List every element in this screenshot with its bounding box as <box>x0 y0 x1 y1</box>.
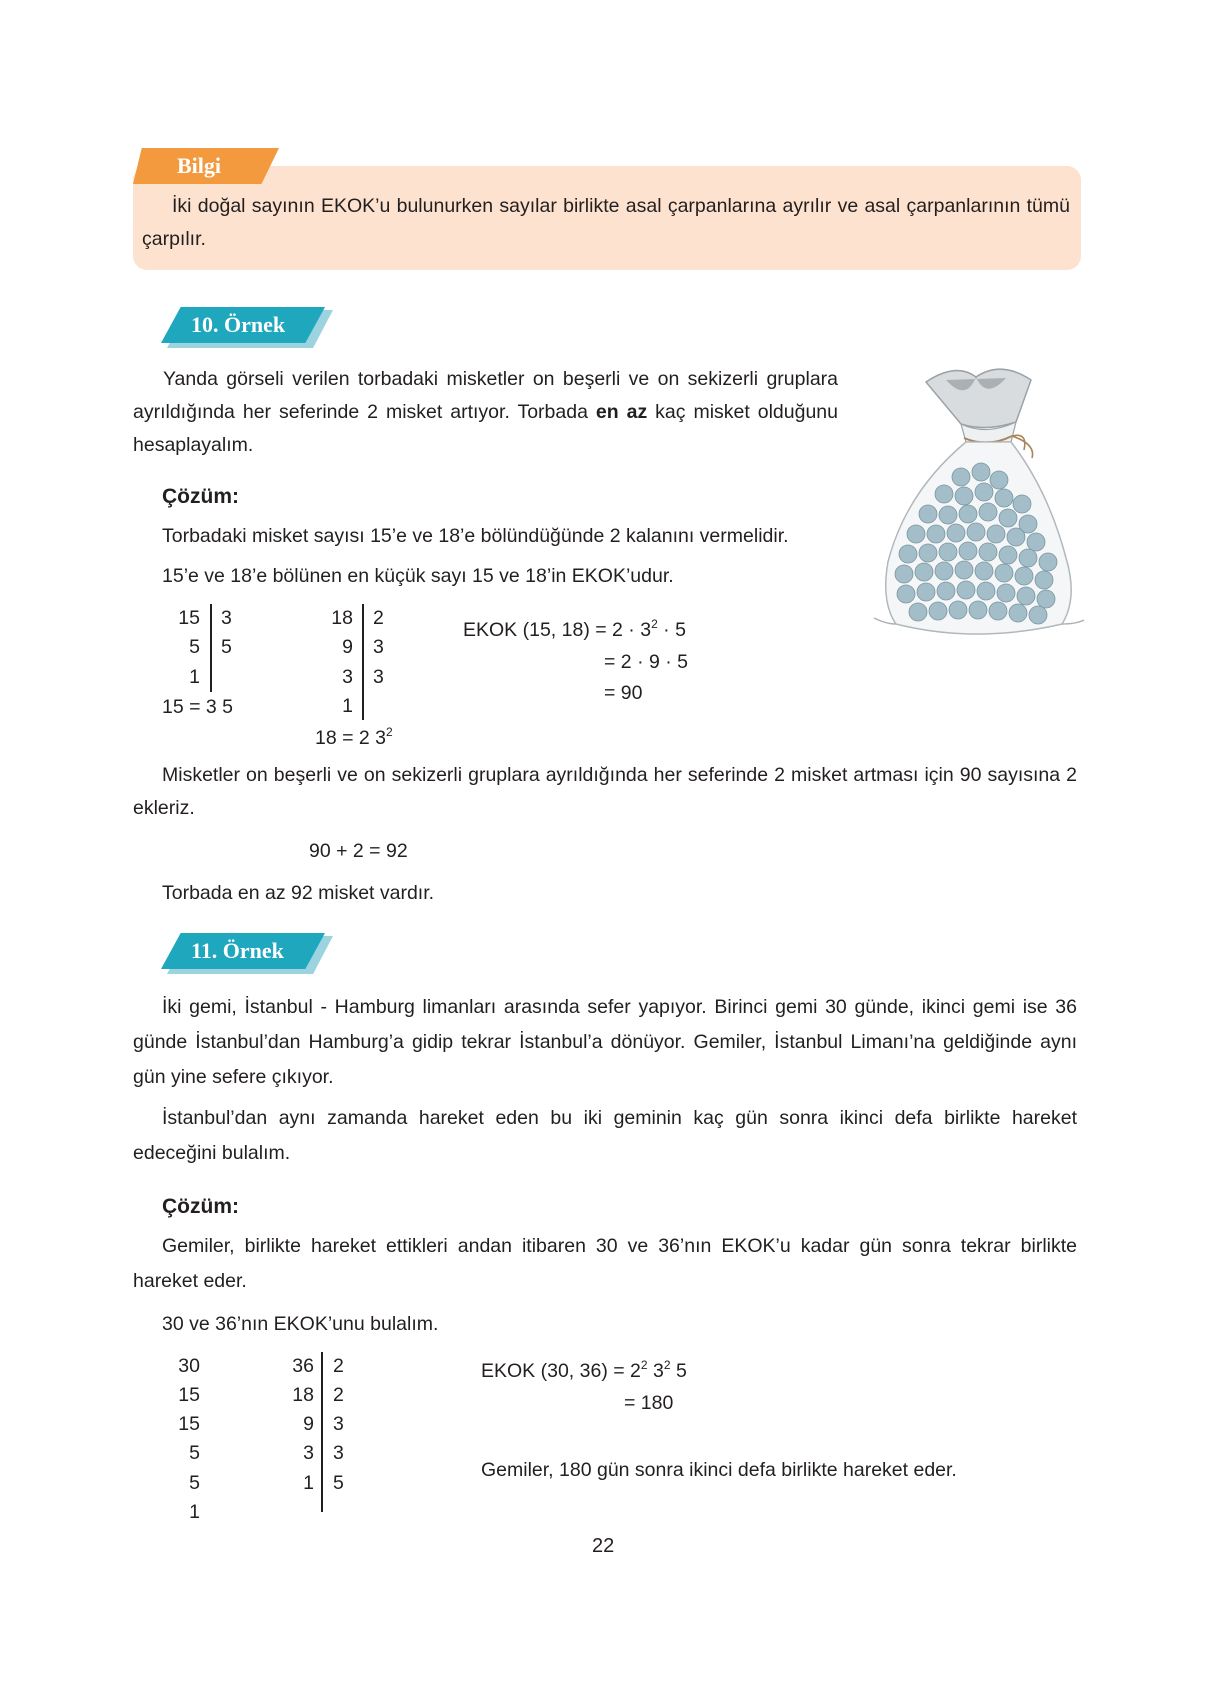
ladder-number: 9 <box>303 1413 314 1435</box>
example-10-solution-line-2: 15’e ve 18’e bölünen en küçük sayı 15 ve 18’in EKOK’udur. <box>162 565 674 587</box>
ladder-number: 15 <box>178 1413 200 1435</box>
ladder-factor: 5 <box>333 1472 344 1494</box>
example-11-tab <box>161 933 331 973</box>
example-11-solution-heading: Çözüm: <box>162 1195 239 1218</box>
ekok-15-18-line-2: = 2 · 9 · 5 <box>604 651 688 673</box>
ladder-number: 5 <box>189 1472 200 1494</box>
ladder-number: 1 <box>189 1501 200 1523</box>
ladder-number: 3 <box>342 666 353 688</box>
ladder-factor: 3 <box>373 636 384 658</box>
example-11-problem-1: İki gemi, İstanbul - Hamburg limanları arasında sefer yapıyor. Birinci gemi 30 günde, ikinci gemi ise 36 günde İstanbul’dan Hamburg’a gidip tekrar İstanbul’a dönüyor. Gemiler, İstanbul Limanı’na geldiğinde aynı gün yine sefere çıkıyor. <box>133 996 1077 1088</box>
marble-bag-illustration <box>866 362 1086 642</box>
ladder-number: 18 <box>292 1384 314 1406</box>
ladder-divider <box>210 604 212 692</box>
example-10-solution-heading: Çözüm: <box>162 485 239 508</box>
example-11-solution-line-2: 30 ve 36’nın EKOK’unu bulalım. <box>162 1313 439 1335</box>
ladder-factor: 2 <box>333 1384 344 1406</box>
ekok-30-36-line-1: EKOK (30, $36) = 2^2$ $3^2$ 5 <box>481 1358 687 1382</box>
ladder-factor: 3 <box>333 1442 344 1464</box>
example-10-sum: 90 + 2 = 92 <box>309 840 408 862</box>
ladder-factor: 2 <box>373 607 384 629</box>
page-number: 22 <box>592 1535 615 1557</box>
example-11-solution-line-1: Gemiler, birlikte hareket ettikleri andan itibaren 30 ve 36’nın EKOK’u kadar gün sonra tekrar birlikte hareket eder. <box>133 1235 1077 1292</box>
example-10-conclusion: Torbada en az 92 misket vardır. <box>162 882 435 904</box>
info-text: İki doğal sayının EKOK’u bulunurken sayılar birlikte asal çarpanlarına ayrılır ve asal çarpanlarının tümü çarpılır. <box>142 195 1070 250</box>
ladder-number: 1 <box>342 695 353 717</box>
example-10-label: 10. Örnek <box>191 312 286 337</box>
example-11-problem-2: İstanbul’dan aynı zamanda hareket eden bu iki geminin kaç gün sonra ikinci defa birlikte hareket edeceğini bulalım. <box>133 1107 1077 1164</box>
example-10-solution-line-1: Torbadaki misket sayısı 15’e ve 18’e bölündüğünde 2 kalanını vermelidir. <box>162 525 789 547</box>
example-11-label: 11. Örnek <box>191 938 284 963</box>
example-10-problem: Yanda görseli verilen torbadaki misketler on beşerli ve on sekizerli gruplara ayrıldığında her seferinde 2 misket artıyor. Torbada en az kaç misket olduğunu hesaplayalım. <box>133 368 838 456</box>
ladder-number: 30 <box>178 1355 200 1377</box>
ekok-30-36-line-2: = 180 <box>624 1392 674 1414</box>
ladder-divider <box>321 1352 323 1512</box>
ladder-divider <box>362 604 364 720</box>
ekok-15-18-line-3: = 90 <box>604 682 643 704</box>
emphasis-en-az: en az <box>595 401 648 423</box>
ladder-number: 5 <box>189 1442 200 1464</box>
factorization-15: 15 = 3 5 <box>162 696 234 718</box>
ladder-factor: 3 <box>221 607 232 629</box>
ladder-number: 3 <box>303 1442 314 1464</box>
info-tab-label: Bilgi <box>177 153 222 178</box>
ladder-number: 1 <box>189 666 200 688</box>
ladder-factor: 2 <box>333 1355 344 1377</box>
ladder-factor: 3 <box>373 666 384 688</box>
ladder-number: 9 <box>342 636 353 658</box>
ladder-number: 5 <box>189 636 200 658</box>
ekok-15-18-line-1: EKOK (15, $18) = 2 \cdot 3^2 \cdot 5$ <box>463 617 686 641</box>
ladder-factor: 3 <box>333 1413 344 1435</box>
info-tab <box>133 148 279 184</box>
example-10-tab <box>161 307 331 347</box>
factorization-18: 18 = 2 $3^2$ <box>315 725 393 749</box>
example-11-conclusion: Gemiler, 180 gün sonra ikinci defa birlikte hareket eder. <box>481 1459 957 1481</box>
ladder-number: 15 <box>178 1384 200 1406</box>
ladder-number: 1 <box>303 1472 314 1494</box>
ladder-number: 18 <box>331 607 353 629</box>
ladder-factor: 5 <box>221 636 232 658</box>
example-10-explanation: Misketler on beşerli ve on sekizerli gruplara ayrıldığında her seferinde 2 misket artması için 90 sayısına 2 ekleriz. <box>133 764 1077 819</box>
ladder-number: 36 <box>292 1355 314 1377</box>
ladder-number: 15 <box>178 607 200 629</box>
